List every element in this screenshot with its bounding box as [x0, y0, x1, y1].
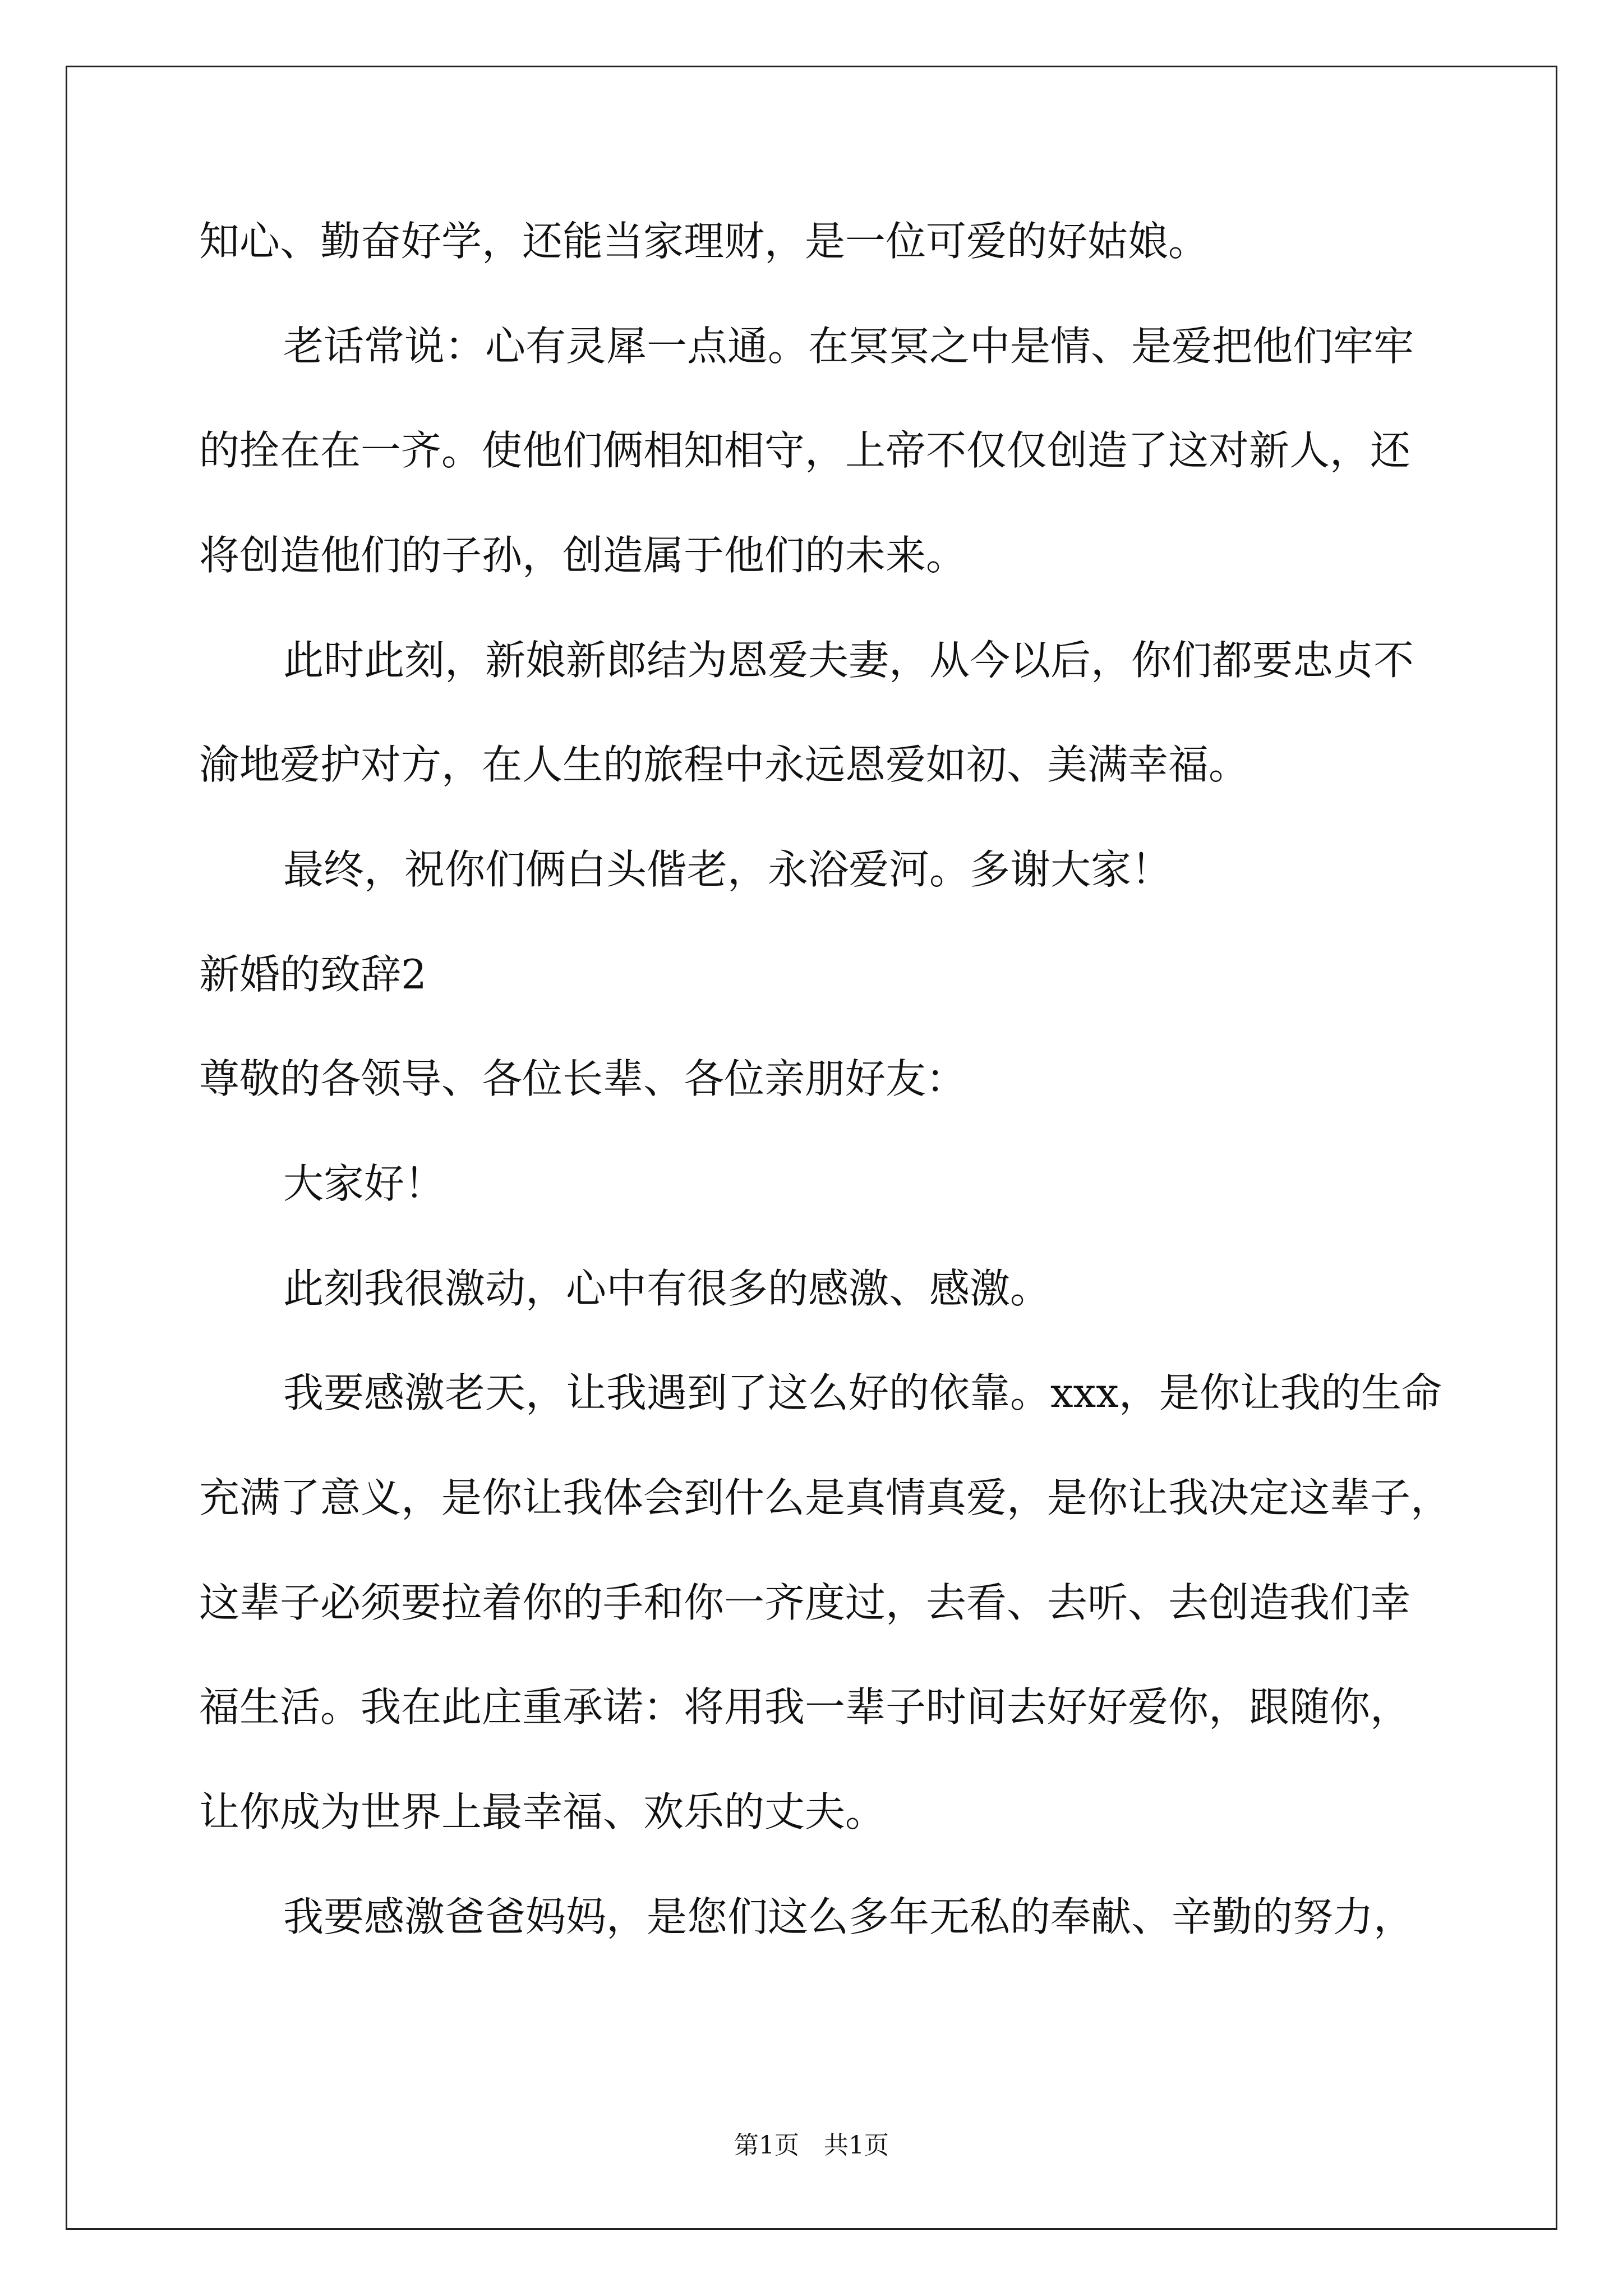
text-line: 将创造他们的子孙，创造属于他们的未来。: [199, 532, 967, 579]
text-line: 此刻我很激动，心中有很多的感激、感激。: [283, 1265, 1051, 1312]
text-line: 最终，祝你们俩白头偕老，永浴爱河。多谢大家！: [283, 846, 1172, 893]
text-line: 渝地爱护对方，在人生的旅程中永远恩爱如初、美满幸福。: [199, 741, 1249, 788]
text-line: 知心、勤奋好学，还能当家理财，是一位可爱的好姑娘。: [199, 218, 1209, 265]
text-line: 老话常说：心有灵犀一点通。在冥冥之中是情、是爱把他们牢牢: [283, 323, 1414, 370]
text-line: 让你成为世界上最幸福、欢乐的丈夫。: [199, 1788, 886, 1835]
text-line: 我要感激爸爸妈妈，是您们这么多年无私的奉献、辛勤的努力，: [283, 1893, 1414, 1940]
salutation: 尊敬的各领导、各位长辈、各位亲朋好友：: [199, 1055, 967, 1102]
text-line: 这辈子必须要拉着你的手和你一齐度过，去看、去听、去创造我们幸: [199, 1579, 1411, 1626]
section-heading: 新婚的致辞2: [199, 951, 427, 998]
text-line: 我要感激老天，让我遇到了这么好的依靠。xxx，是你让我的生命: [283, 1369, 1442, 1416]
text-line: 大家好！: [283, 1160, 445, 1207]
text-line: 的拴在在一齐。使他们俩相知相守，上帝不仅仅创造了这对新人，还: [199, 427, 1411, 474]
page-number-footer: 第1页 共1页: [734, 2131, 889, 2160]
text-line: 充满了意义，是你让我体会到什么是真情真爱，是你让我决定这辈子，: [199, 1474, 1451, 1521]
text-line: 福生活。我在此庄重承诺：将用我一辈子时间去好好爱你，跟随你，: [199, 1683, 1411, 1731]
text-line: 此时此刻，新娘新郎结为恩爱夫妻，从今以后，你们都要忠贞不: [283, 637, 1414, 684]
